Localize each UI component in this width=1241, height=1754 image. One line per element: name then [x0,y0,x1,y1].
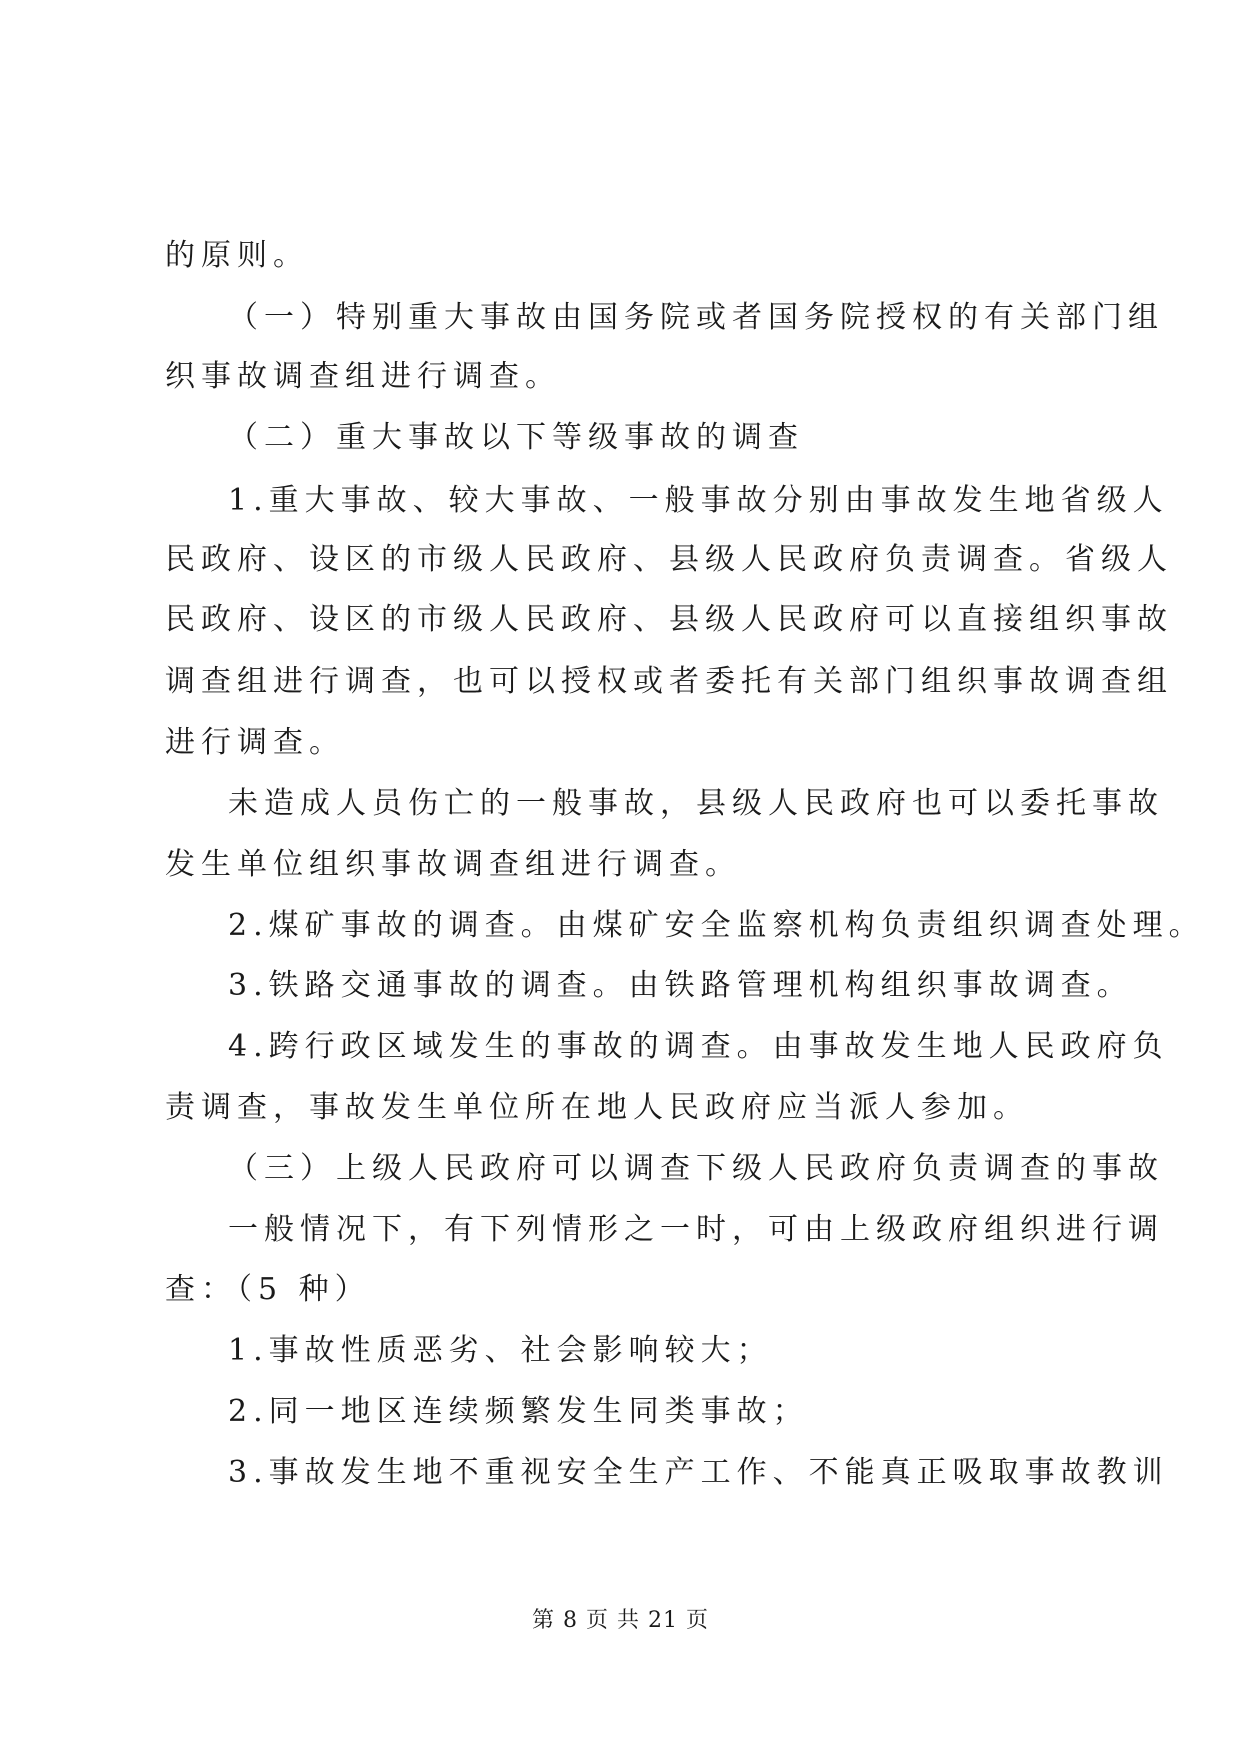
text-line: 3.铁路交通事故的调查。由铁路管理机构组织事故调查。 [228,968,1133,1003]
text-line: 未造成人员伤亡的一般事故，县级人民政府也可以委托事故 [228,786,1164,821]
text-line: 织事故调查组进行调查。 [165,359,561,394]
text-line: （一）特别重大事故由国务院或者国务院授权的有关部门组 [228,300,1164,335]
text-line: 的原则。 [165,238,309,273]
text-line: 1.事故性质恶劣、社会影响较大； [228,1333,773,1368]
text-line: （二）重大事故以下等级事故的调查 [228,420,804,455]
text-line: 查：（5 种） [165,1272,371,1307]
text-line: 民政府、设区的市级人民政府、县级人民政府负责调查。省级人 [165,542,1173,577]
text-line: 1.重大事故、较大事故、一般事故分别由事故发生地省级人 [228,483,1169,518]
text-line: 4.跨行政区域发生的事故的调查。由事故发生地人民政府负 [228,1029,1169,1064]
text-line: 民政府、设区的市级人民政府、县级人民政府可以直接组织事故 [165,602,1173,637]
text-line: 进行调查。 [165,725,345,760]
page-footer: 第 8 页 共 21 页 [532,1608,709,1633]
text-line: 2.煤矿事故的调查。由煤矿安全监察机构负责组织调查处理。 [228,908,1205,943]
text-line: 2.同一地区连续频繁发生同类事故； [228,1394,809,1429]
text-line: 一般情况下，有下列情形之一时，可由上级政府组织进行调 [228,1212,1164,1247]
text-line: 责调查，事故发生单位所在地人民政府应当派人参加。 [165,1090,1029,1125]
text-line: 调查组进行调查，也可以授权或者委托有关部门组织事故调查组 [165,664,1173,699]
text-line: 发生单位组织事故调查组进行调查。 [165,847,741,882]
text-line: 3.事故发生地不重视安全生产工作、不能真正吸取事故教训 [228,1455,1169,1490]
text-line: （三）上级人民政府可以调查下级人民政府负责调查的事故 [228,1151,1164,1186]
